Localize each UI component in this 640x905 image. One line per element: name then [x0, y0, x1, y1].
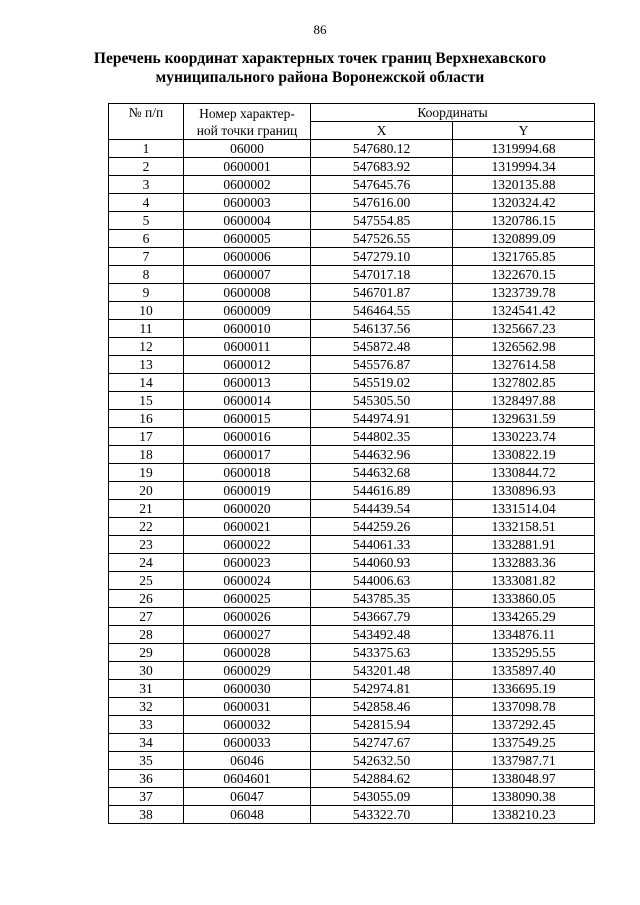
- table-row: [109, 518, 595, 536]
- y-coordinate-cell: 1338090.38: [453, 788, 595, 806]
- point-number-cell: 0600030: [184, 680, 311, 698]
- row-number-cell: 10: [109, 302, 184, 320]
- point-number-cell: 06000: [184, 140, 311, 158]
- y-coordinate-cell: 1336695.19: [453, 680, 595, 698]
- x-coordinate-cell: 542974.81: [311, 680, 453, 698]
- y-coordinate-cell: 1330223.74: [453, 428, 595, 446]
- point-number-cell: 0600020: [184, 500, 311, 518]
- table-row: [109, 734, 595, 752]
- x-coordinate-cell: 545576.87: [311, 356, 453, 374]
- row-number-cell: 25: [109, 572, 184, 590]
- y-coordinate-cell: 1328497.88: [453, 392, 595, 410]
- y-coordinate-cell: 1324541.42: [453, 302, 595, 320]
- table-row: [109, 590, 595, 608]
- x-coordinate-cell: 544632.96: [311, 446, 453, 464]
- row-number-cell: 28: [109, 626, 184, 644]
- row-number-cell: 1: [109, 140, 184, 158]
- table-row: [109, 194, 595, 212]
- point-number-cell: 0600018: [184, 464, 311, 482]
- table-row: [109, 716, 595, 734]
- x-coordinate-cell: 544802.35: [311, 428, 453, 446]
- y-coordinate-cell: 1319994.68: [453, 140, 595, 158]
- point-number-cell: 0600032: [184, 716, 311, 734]
- table-row: [109, 500, 595, 518]
- x-coordinate-cell: 544974.91: [311, 410, 453, 428]
- point-number-cell: 0600005: [184, 230, 311, 248]
- point-number-cell: 06048: [184, 806, 311, 824]
- x-coordinate-cell: 546137.56: [311, 320, 453, 338]
- y-coordinate-cell: 1320786.15: [453, 212, 595, 230]
- row-number-cell: 19: [109, 464, 184, 482]
- y-coordinate-cell: 1337292.45: [453, 716, 595, 734]
- point-number-cell: 0600013: [184, 374, 311, 392]
- table-row: [109, 338, 595, 356]
- row-number-cell: 17: [109, 428, 184, 446]
- row-number-cell: 30: [109, 662, 184, 680]
- table-row: [109, 302, 595, 320]
- table-row: [109, 374, 595, 392]
- point-number-cell: 0600012: [184, 356, 311, 374]
- table-header: [109, 104, 595, 140]
- x-coordinate-cell: 543667.79: [311, 608, 453, 626]
- row-number-cell: 7: [109, 248, 184, 266]
- table-body: [109, 140, 595, 824]
- point-number-cell: 0600009: [184, 302, 311, 320]
- x-coordinate-cell: 547683.92: [311, 158, 453, 176]
- x-coordinate-cell: 542632.50: [311, 752, 453, 770]
- table-row: [109, 662, 595, 680]
- table-row: [109, 806, 595, 824]
- y-coordinate-cell: 1330896.93: [453, 482, 595, 500]
- table-row: [109, 752, 595, 770]
- point-number-cell: 0600015: [184, 410, 311, 428]
- x-coordinate-cell: 546701.87: [311, 284, 453, 302]
- page-number: 86: [313, 22, 327, 37]
- x-coordinate-cell: 546464.55: [311, 302, 453, 320]
- row-number-cell: 37: [109, 788, 184, 806]
- point-number-cell: 0600007: [184, 266, 311, 284]
- point-number-cell: 0600017: [184, 446, 311, 464]
- table-row: [109, 536, 595, 554]
- y-coordinate-cell: 1334876.11: [453, 626, 595, 644]
- coordinates-table: [108, 103, 595, 824]
- y-coordinate-cell: 1338048.97: [453, 770, 595, 788]
- point-number-cell: 0600024: [184, 572, 311, 590]
- row-number-cell: 34: [109, 734, 184, 752]
- x-coordinate-cell: 542858.46: [311, 698, 453, 716]
- row-number-cell: 33: [109, 716, 184, 734]
- row-number-cell: 29: [109, 644, 184, 662]
- table-row: [109, 572, 595, 590]
- y-coordinate-cell: 1337098.78: [453, 698, 595, 716]
- x-coordinate-cell: 544006.63: [311, 572, 453, 590]
- x-coordinate-cell: 543201.48: [311, 662, 453, 680]
- header-row-number: № п/п: [109, 104, 184, 140]
- x-coordinate-cell: 545872.48: [311, 338, 453, 356]
- x-coordinate-cell: 542747.67: [311, 734, 453, 752]
- y-coordinate-cell: 1320135.88: [453, 176, 595, 194]
- x-coordinate-cell: 544616.89: [311, 482, 453, 500]
- row-number-cell: 12: [109, 338, 184, 356]
- point-number-cell: 0600025: [184, 590, 311, 608]
- table-row: [109, 392, 595, 410]
- y-coordinate-cell: 1320324.42: [453, 194, 595, 212]
- y-coordinate-cell: 1337987.71: [453, 752, 595, 770]
- point-number-cell: 0600011: [184, 338, 311, 356]
- table-row: [109, 680, 595, 698]
- row-number-cell: 20: [109, 482, 184, 500]
- row-number-cell: 2: [109, 158, 184, 176]
- y-coordinate-cell: 1333081.82: [453, 572, 595, 590]
- y-coordinate-cell: 1327614.58: [453, 356, 595, 374]
- x-coordinate-cell: 544061.33: [311, 536, 453, 554]
- y-coordinate-cell: 1330844.72: [453, 464, 595, 482]
- point-number-cell: 0600029: [184, 662, 311, 680]
- row-number-cell: 8: [109, 266, 184, 284]
- table-row: [109, 698, 595, 716]
- y-coordinate-cell: 1327802.85: [453, 374, 595, 392]
- point-number-cell: 0600006: [184, 248, 311, 266]
- x-coordinate-cell: 547526.55: [311, 230, 453, 248]
- table-row: [109, 626, 595, 644]
- header-point-line-1: Номер характер-: [199, 105, 295, 121]
- y-coordinate-cell: 1338210.23: [453, 806, 595, 824]
- y-coordinate-cell: 1321765.85: [453, 248, 595, 266]
- row-number-cell: 5: [109, 212, 184, 230]
- row-number-cell: 18: [109, 446, 184, 464]
- document-title: [60, 49, 580, 87]
- y-coordinate-cell: 1320899.09: [453, 230, 595, 248]
- row-number-cell: 36: [109, 770, 184, 788]
- row-number-cell: 27: [109, 608, 184, 626]
- x-coordinate-cell: 547554.85: [311, 212, 453, 230]
- point-number-cell: 0600023: [184, 554, 311, 572]
- y-coordinate-cell: 1319994.34: [453, 158, 595, 176]
- table-row: [109, 644, 595, 662]
- header-point-line-2: ной точки границ: [196, 122, 298, 138]
- y-coordinate-cell: 1322670.15: [453, 266, 595, 284]
- table-row: [109, 788, 595, 806]
- x-coordinate-cell: 542815.94: [311, 716, 453, 734]
- table-row: [109, 320, 595, 338]
- point-number-cell: 0600022: [184, 536, 311, 554]
- x-coordinate-cell: 543492.48: [311, 626, 453, 644]
- point-number-cell: 0600003: [184, 194, 311, 212]
- y-coordinate-cell: 1332883.36: [453, 554, 595, 572]
- row-number-cell: 14: [109, 374, 184, 392]
- x-coordinate-cell: 543375.63: [311, 644, 453, 662]
- table-row: [109, 464, 595, 482]
- row-number-cell: 11: [109, 320, 184, 338]
- x-coordinate-cell: 545305.50: [311, 392, 453, 410]
- x-coordinate-cell: 544060.93: [311, 554, 453, 572]
- row-number-cell: 6: [109, 230, 184, 248]
- x-coordinate-cell: 544632.68: [311, 464, 453, 482]
- row-number-cell: 24: [109, 554, 184, 572]
- table-row: [109, 554, 595, 572]
- point-number-cell: 06046: [184, 752, 311, 770]
- point-number-cell: 0600028: [184, 644, 311, 662]
- y-coordinate-cell: 1333860.05: [453, 590, 595, 608]
- header-point-number: [184, 104, 311, 140]
- row-number-cell: 3: [109, 176, 184, 194]
- x-coordinate-cell: 547645.76: [311, 176, 453, 194]
- x-coordinate-cell: 543322.70: [311, 806, 453, 824]
- y-coordinate-cell: 1334265.29: [453, 608, 595, 626]
- table-row: [109, 482, 595, 500]
- x-coordinate-cell: 547017.18: [311, 266, 453, 284]
- y-coordinate-cell: 1332881.91: [453, 536, 595, 554]
- row-number-cell: 35: [109, 752, 184, 770]
- point-number-cell: 06047: [184, 788, 311, 806]
- x-coordinate-cell: 545519.02: [311, 374, 453, 392]
- y-coordinate-cell: 1335897.40: [453, 662, 595, 680]
- point-number-cell: 0600008: [184, 284, 311, 302]
- title-line-2: муниципального района Воронежской области: [155, 69, 485, 86]
- table-row: [109, 158, 595, 176]
- x-coordinate-cell: 543785.35: [311, 590, 453, 608]
- table-row: [109, 428, 595, 446]
- point-number-cell: 0600001: [184, 158, 311, 176]
- y-coordinate-cell: 1335295.55: [453, 644, 595, 662]
- y-coordinate-cell: 1331514.04: [453, 500, 595, 518]
- table-row: [109, 608, 595, 626]
- row-number-cell: 23: [109, 536, 184, 554]
- header-x: X: [311, 122, 453, 140]
- x-coordinate-cell: 544259.26: [311, 518, 453, 536]
- header-y: Y: [453, 122, 595, 140]
- point-number-cell: 0600026: [184, 608, 311, 626]
- y-coordinate-cell: 1323739.78: [453, 284, 595, 302]
- table-row: [109, 266, 595, 284]
- header-coordinates: Координаты: [311, 104, 595, 122]
- table-row: [109, 212, 595, 230]
- x-coordinate-cell: 544439.54: [311, 500, 453, 518]
- x-coordinate-cell: 543055.09: [311, 788, 453, 806]
- point-number-cell: 0600016: [184, 428, 311, 446]
- table-row: [109, 248, 595, 266]
- row-number-cell: 4: [109, 194, 184, 212]
- x-coordinate-cell: 547680.12: [311, 140, 453, 158]
- table-row: [109, 446, 595, 464]
- point-number-cell: 0600004: [184, 212, 311, 230]
- y-coordinate-cell: 1330822.19: [453, 446, 595, 464]
- point-number-cell: 0604601: [184, 770, 311, 788]
- table-row: [109, 770, 595, 788]
- table-row: [109, 356, 595, 374]
- table-row: [109, 230, 595, 248]
- y-coordinate-cell: 1329631.59: [453, 410, 595, 428]
- row-number-cell: 38: [109, 806, 184, 824]
- row-number-cell: 9: [109, 284, 184, 302]
- table-row: [109, 140, 595, 158]
- point-number-cell: 0600014: [184, 392, 311, 410]
- point-number-cell: 0600002: [184, 176, 311, 194]
- point-number-cell: 0600031: [184, 698, 311, 716]
- table-row: [109, 284, 595, 302]
- row-number-cell: 16: [109, 410, 184, 428]
- y-coordinate-cell: 1337549.25: [453, 734, 595, 752]
- point-number-cell: 0600027: [184, 626, 311, 644]
- row-number-cell: 26: [109, 590, 184, 608]
- y-coordinate-cell: 1325667.23: [453, 320, 595, 338]
- x-coordinate-cell: 547616.00: [311, 194, 453, 212]
- point-number-cell: 0600033: [184, 734, 311, 752]
- point-number-cell: 0600019: [184, 482, 311, 500]
- x-coordinate-cell: 542884.62: [311, 770, 453, 788]
- y-coordinate-cell: 1326562.98: [453, 338, 595, 356]
- table-row: [109, 410, 595, 428]
- row-number-cell: 13: [109, 356, 184, 374]
- title-line-1: Перечень координат характерных точек границ Верхнехавского: [93, 50, 547, 67]
- table-row: [109, 176, 595, 194]
- point-number-cell: 0600010: [184, 320, 311, 338]
- point-number-cell: 0600021: [184, 518, 311, 536]
- row-number-cell: 31: [109, 680, 184, 698]
- row-number-cell: 32: [109, 698, 184, 716]
- y-coordinate-cell: 1332158.51: [453, 518, 595, 536]
- row-number-cell: 22: [109, 518, 184, 536]
- row-number-cell: 21: [109, 500, 184, 518]
- row-number-cell: 15: [109, 392, 184, 410]
- x-coordinate-cell: 547279.10: [311, 248, 453, 266]
